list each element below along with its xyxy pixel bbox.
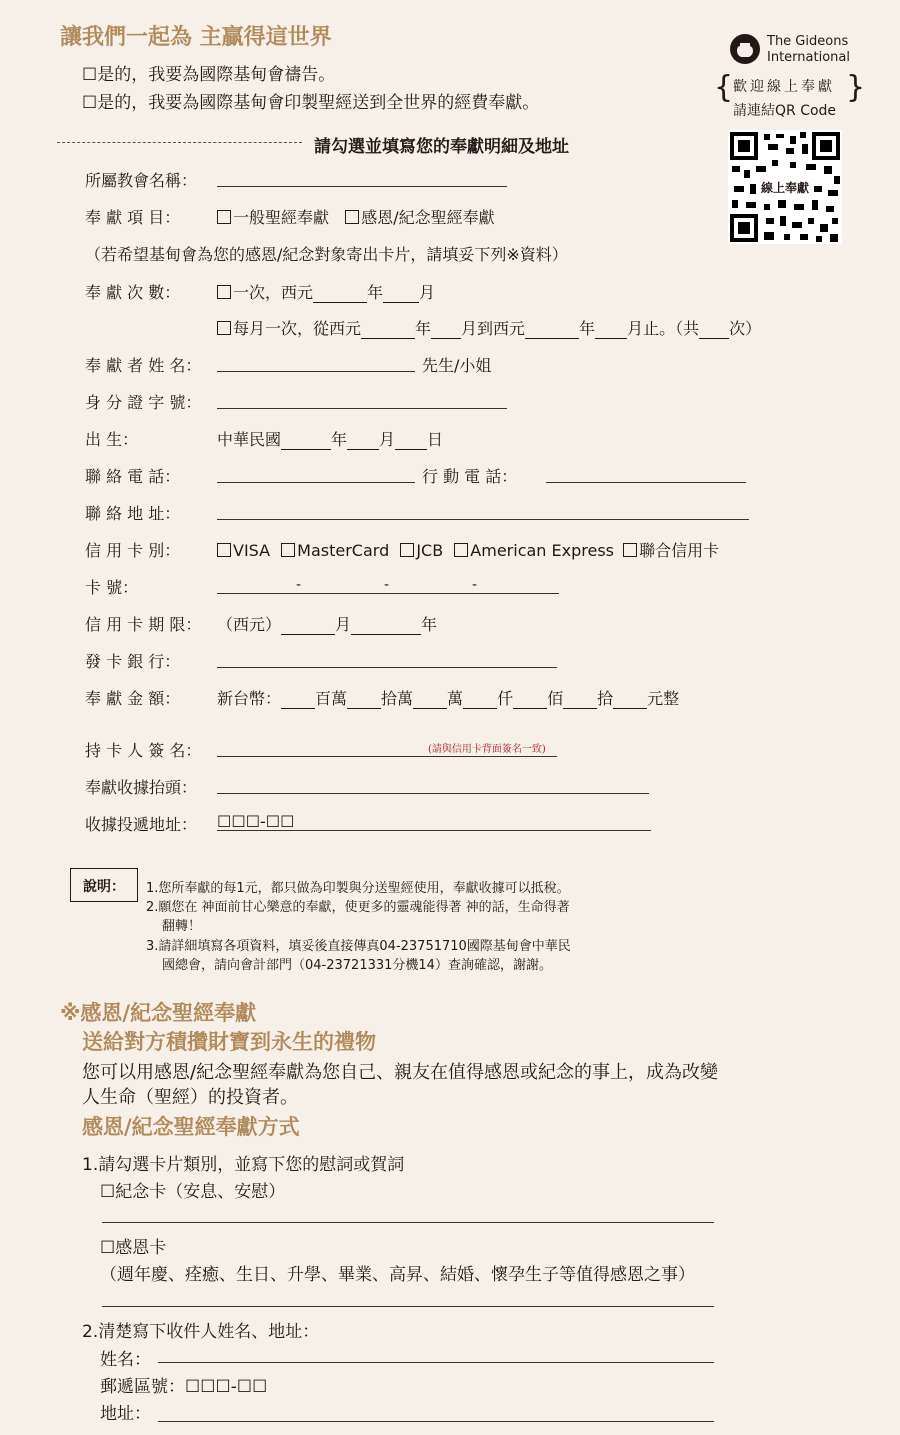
amex-option: American Express [470, 541, 614, 560]
qr-code[interactable] [728, 130, 842, 244]
unit-yuan: 元整 [647, 689, 680, 708]
birth-day-field[interactable] [395, 435, 427, 450]
funding-option[interactable]: ☐是的，我要為國際基甸會印製聖經送到全世界的經費奉獻。 [82, 93, 540, 113]
signature-hint: (請與信用卡背面簽名一致) [428, 744, 546, 755]
count-field[interactable] [699, 324, 729, 339]
recipient-addr-field[interactable] [158, 1421, 714, 1422]
jcb-option: JCB [416, 541, 444, 560]
signature-label: 持 卡 人 簽 名： [85, 741, 202, 760]
birth-month-field[interactable] [347, 435, 379, 450]
birth-day-label: 日 [427, 430, 444, 449]
card-type-options [217, 538, 719, 561]
memorial-bible-option: 感恩/紀念聖經奉獻 [361, 208, 495, 227]
amount-10k-field[interactable] [413, 694, 447, 709]
once-month-field[interactable] [383, 288, 419, 303]
receipt-title-field[interactable] [217, 793, 649, 794]
expiry-year-label: 年 [421, 615, 438, 634]
monthly-label: 每月一次，從西元 [233, 319, 362, 338]
general-bible-checkbox[interactable] [217, 210, 231, 224]
birth-row [217, 427, 443, 450]
amex-checkbox[interactable] [454, 543, 468, 557]
memorial-message-field[interactable] [102, 1222, 714, 1223]
recipient-addr-label: 地址： [100, 1404, 151, 1424]
note-1: 1.您所奉獻的每1元，都只做為印製與分送聖經使用，奉獻收據可以抵稅。 [146, 881, 570, 896]
address-label: 聯 絡 地 址： [85, 504, 181, 523]
mastercard-checkbox[interactable] [281, 543, 295, 557]
card-note: （若希望基甸會為您的感恩/紀念對象寄出卡片，請填妥下列※資料） [85, 245, 568, 264]
memorial-bible-checkbox[interactable] [345, 210, 359, 224]
item-options [217, 205, 495, 228]
unit-100k: 拾萬 [381, 689, 414, 708]
monthly-row [217, 316, 761, 339]
memorial-body-1: 您可以用感恩/紀念聖經奉獻為您自己、親友在值得感恩或紀念的事上，成為改變 [82, 1062, 719, 1083]
ucard-option: 聯合信用卡 [639, 541, 720, 560]
card-no-label: 卡 號： [85, 578, 139, 597]
bank-field[interactable] [217, 667, 557, 668]
count-label: 次） [729, 319, 762, 338]
name-suffix: 先生/小姐 [422, 356, 492, 375]
visa-checkbox[interactable] [217, 543, 231, 557]
monthly-checkbox[interactable] [217, 321, 231, 335]
general-bible-option: 一般聖經奉獻 [233, 208, 330, 227]
expiry-label: 信 用 卡 期 限： [85, 615, 202, 634]
from-month-field[interactable] [431, 324, 461, 339]
once-checkbox[interactable] [217, 285, 231, 299]
once-year-field[interactable] [313, 288, 367, 303]
bank-label: 發 卡 銀 行： [85, 652, 181, 671]
mastercard-option: MasterCard [297, 541, 390, 560]
unit-million: 百萬 [315, 689, 348, 708]
page-title: 讓我們一起為 主贏得這世界 [60, 25, 332, 50]
expiry-month-field[interactable] [281, 620, 335, 635]
recipient-name-field[interactable] [158, 1362, 714, 1363]
org-name-line1: The Gideons [767, 34, 849, 49]
id-field[interactable] [217, 408, 507, 409]
right-brace: } [846, 70, 866, 105]
receipt-title-label: 奉獻收據抬頭： [85, 778, 198, 797]
birth-prefix: 中華民國 [217, 430, 282, 449]
step-1: 1.請勾選卡片類別，並寫下您的慰詞或賀詞 [82, 1155, 405, 1175]
amount-1-field[interactable] [613, 694, 647, 709]
to-year-field[interactable] [525, 324, 579, 339]
birth-label: 出 生： [85, 430, 139, 449]
online-offering-text: 歡迎線上奉獻 [733, 79, 835, 95]
once-year-label: 年 [367, 283, 384, 302]
notes-label: 說明： [83, 879, 125, 895]
qr-link-text: 請連結QR Code [733, 103, 837, 119]
visa-option: VISA [233, 541, 271, 560]
unit-1k: 仟 [497, 689, 514, 708]
recipient-zip-label[interactable]: 郵遞區號：☐☐☐-☐☐ [100, 1377, 268, 1397]
birth-month-label: 月 [379, 430, 396, 449]
note-3: 3.請詳細填寫各項資料，填妥後直接傳真04-23751710國際基甸會中華民 [146, 939, 571, 954]
amount-1k-field[interactable] [463, 694, 497, 709]
church-label: 所屬教會名稱： [85, 171, 198, 190]
ucard-checkbox[interactable] [623, 543, 637, 557]
from-year-label: 年 [415, 319, 432, 338]
birth-year-field[interactable] [281, 435, 331, 450]
birth-year-label: 年 [331, 430, 348, 449]
expiry-prefix: （西元） [217, 615, 282, 634]
name-label: 奉 獻 者 姓 名： [85, 356, 202, 375]
church-field[interactable] [217, 186, 507, 187]
recipient-name-label: 姓名： [100, 1350, 151, 1370]
thanks-message-field[interactable] [102, 1306, 714, 1307]
qr-label: 線上奉獻 [761, 181, 810, 195]
times-label: 奉 獻 次 數： [85, 283, 181, 302]
expiry-month-label: 月 [335, 615, 352, 634]
once-label: 一次，西元 [233, 283, 314, 302]
card-no-sep-2: - [384, 577, 390, 593]
expiry-row [217, 612, 437, 635]
amount-row [217, 686, 679, 709]
thanks-card-option[interactable]: ☐感恩卡 [100, 1238, 167, 1258]
end-label: 月止。（共 [627, 319, 700, 338]
memorial-subheading: 送給對方積攢財寶到永生的禮物 [82, 1030, 376, 1054]
receipt-zip[interactable]: ☐☐☐-☐☐ [217, 812, 295, 831]
amount-100k-field[interactable] [347, 694, 381, 709]
unit-10: 拾 [597, 689, 614, 708]
amount-10-field[interactable] [563, 694, 597, 709]
id-label: 身 分 證 字 號： [85, 393, 202, 412]
mobile-field[interactable] [546, 482, 746, 483]
card-type-label: 信 用 卡 別： [85, 541, 181, 560]
prayer-option[interactable]: ☐是的，我要為國際基甸會禱告。 [82, 65, 336, 85]
card-no-sep-3: - [472, 577, 478, 593]
to-month-field[interactable] [595, 324, 627, 339]
org-name-line2: International [767, 50, 850, 65]
item-label: 奉 獻 項 目： [85, 208, 181, 227]
memorial-method-heading: 感恩/紀念聖經奉獻方式 [82, 1115, 300, 1139]
receipt-addr-label: 收據投遞地址： [85, 815, 198, 834]
to-label: 月到西元 [461, 319, 526, 338]
amount-prefix: 新台幣： [217, 689, 282, 708]
note-2-cont: 翻轉！ [162, 919, 202, 934]
left-brace: { [714, 70, 734, 105]
amount-label: 奉 獻 金 額： [85, 689, 181, 708]
dashed-divider [57, 142, 302, 143]
memorial-body-2: 人生命（聖經）的投資者。 [82, 1087, 298, 1108]
card-no-sep-1: - [296, 577, 302, 593]
thanks-card-desc: （週年慶、痊癒、生日、升學、畢業、高昇、結婚、懷孕生子等值得感恩之事） [100, 1265, 695, 1285]
amount-million-field[interactable] [281, 694, 315, 709]
to-year-label: 年 [579, 319, 596, 338]
step-2: 2.清楚寫下收件人姓名、地址： [82, 1322, 320, 1342]
signature-field[interactable] [217, 756, 557, 757]
jcb-checkbox[interactable] [400, 543, 414, 557]
phone-label: 聯 絡 電 話： [85, 467, 181, 486]
note-3-cont: 國總會，請向會計部門（04-23721331分機14）查詢確認，謝謝。 [162, 958, 552, 973]
expiry-year-field[interactable] [351, 620, 421, 635]
amount-100-field[interactable] [513, 694, 547, 709]
memorial-heading: ※感恩/紀念聖經奉獻 [60, 1001, 257, 1025]
form-section-heading: 請勾選並填寫您的奉獻明細及地址 [314, 137, 569, 157]
note-2: 2.願您在 神面前甘心樂意的奉獻，使更多的靈魂能得著 神的話，生命得著 [146, 900, 570, 915]
memorial-card-option[interactable]: ☐紀念卡（安息、安慰） [100, 1182, 286, 1202]
unit-100: 佰 [547, 689, 564, 708]
address-field[interactable] [217, 519, 749, 520]
card-no-field[interactable] [217, 593, 559, 594]
unit-10k: 萬 [447, 689, 464, 708]
receipt-addr-field[interactable] [217, 830, 651, 831]
from-year-field[interactable] [361, 324, 415, 339]
phone-field[interactable] [217, 482, 415, 483]
once-month-label: 月 [419, 283, 436, 302]
once-row [217, 280, 435, 303]
name-field[interactable] [217, 371, 415, 372]
gideons-pitcher-icon [730, 34, 760, 64]
mobile-label: 行 動 電 話： [422, 467, 518, 486]
